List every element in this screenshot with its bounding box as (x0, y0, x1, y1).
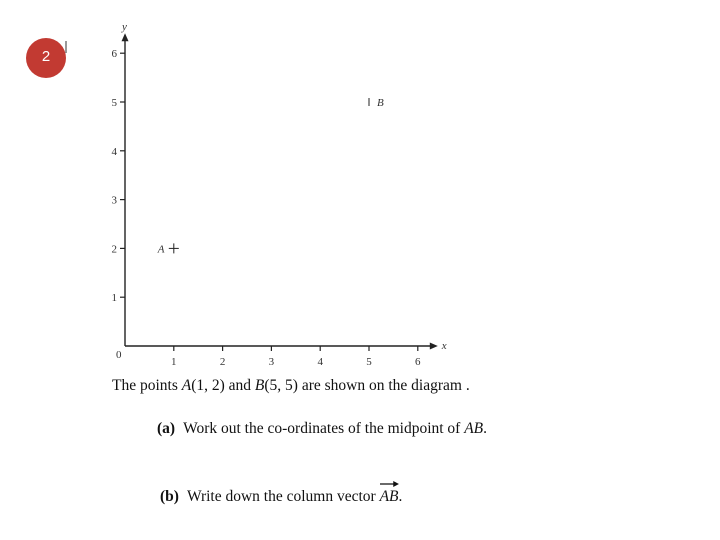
x-tick-label: 3 (268, 356, 275, 368)
intro-text-1: The points (112, 377, 182, 394)
part-b-text: Write down the column vector (186, 488, 380, 505)
x-axis-label: x (441, 340, 447, 352)
part-a-label: (a) (157, 420, 176, 437)
y-tick-label: 4 (111, 145, 117, 158)
part-b-label: (b) (160, 488, 179, 505)
question-part-a (157, 420, 487, 438)
vector-arrow-icon (380, 480, 399, 488)
x-tick-label: 4 (317, 356, 323, 368)
part-a-end: . (483, 420, 488, 437)
y-axis-label: y (122, 21, 127, 34)
part-a-segment: AB (464, 420, 484, 437)
question-part-b (160, 488, 402, 506)
x-tick-label: 2 (219, 356, 226, 368)
intro-point-b: B (254, 377, 265, 394)
part-b-end: . (398, 488, 403, 505)
x-tick-label: 5 (366, 356, 372, 368)
y-tick-label: 3 (111, 194, 117, 207)
y-tick-label: 6 (111, 48, 117, 61)
column-vector-ab (380, 488, 399, 506)
x-tick-label: 6 (415, 356, 421, 368)
point-a-label: A (157, 243, 165, 256)
x-tick-label: 1 (171, 356, 177, 368)
y-axis-arrow-icon (122, 33, 129, 41)
part-a-text: Work out the co-ordinates of the midpoint of (183, 420, 465, 437)
part-b-vector: AB (379, 488, 399, 505)
intro-a-coords: (1, 2) and (191, 377, 255, 394)
y-tick-label: 2 (111, 243, 117, 256)
y-tick-label: 1 (111, 292, 117, 305)
question-intro (112, 377, 470, 395)
y-tick-label: 5 (111, 97, 117, 109)
intro-point-a: A (181, 377, 192, 394)
point-b-label: B (377, 97, 384, 109)
x-axis-arrow-icon (430, 343, 438, 350)
origin-label: 0 (116, 349, 122, 361)
intro-b-coords: (5, 5) are shown on the diagram . (264, 377, 470, 394)
question-number: 2 (41, 48, 51, 65)
